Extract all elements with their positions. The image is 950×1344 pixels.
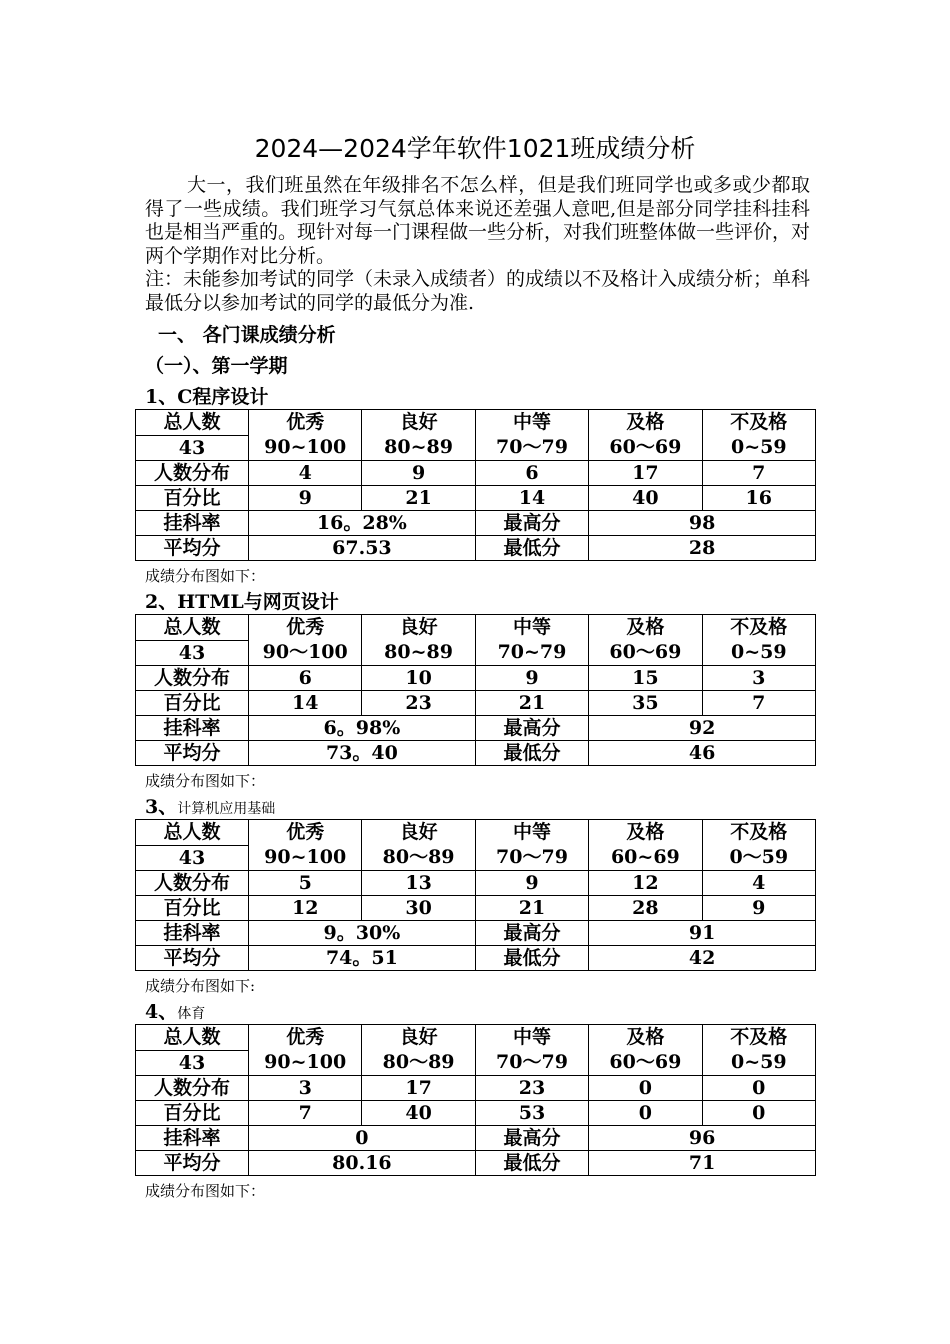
total-value-cell: 43	[136, 1050, 249, 1076]
table-row	[136, 820, 816, 846]
percent-cell: 40	[362, 1101, 475, 1126]
percent-label-cell: 百分比	[136, 691, 249, 716]
table-row	[136, 1025, 816, 1051]
chart-caption: 成绩分布图如下：	[145, 1182, 266, 1200]
distribution-label-cell: 人数分布	[136, 1076, 249, 1101]
total-value-cell: 43	[136, 845, 249, 871]
course-number: 3、	[145, 796, 178, 818]
max-label-cell: 最高分	[475, 921, 588, 946]
table-row	[136, 921, 816, 946]
distribution-cell: 13	[362, 871, 475, 896]
distribution-cell: 7	[702, 461, 815, 486]
table-row	[136, 486, 816, 511]
fail-rate-cell: 6。98%	[249, 716, 476, 741]
distribution-cell: 0	[589, 1076, 702, 1101]
percent-cell: 53	[475, 1101, 588, 1126]
table-row	[136, 691, 816, 716]
percent-cell: 12	[249, 896, 362, 921]
table-row	[136, 741, 816, 766]
grade-header-cell: 中等 70～79	[475, 410, 588, 461]
table-row	[136, 410, 816, 436]
course-name: 体育	[177, 1006, 206, 1022]
avg-cell: 74。51	[249, 946, 476, 971]
grade-header-cell: 及格 60～69	[589, 410, 702, 461]
course-heading	[145, 384, 268, 410]
table-row	[136, 871, 816, 896]
subsection-heading: （一）、第一学期	[145, 355, 288, 377]
fail-rate-label-cell: 挂科率	[136, 1126, 249, 1151]
total-label-cell: 总人数	[136, 410, 249, 436]
table-row	[136, 946, 816, 971]
percent-label-cell: 百分比	[136, 896, 249, 921]
distribution-cell: 10	[362, 666, 475, 691]
distribution-cell: 4	[702, 871, 815, 896]
table-row	[136, 896, 816, 921]
avg-cell: 67.53	[249, 536, 476, 561]
max-cell: 92	[589, 716, 816, 741]
max-cell: 98	[589, 511, 816, 536]
percent-cell: 7	[702, 691, 815, 716]
distribution-cell: 12	[589, 871, 702, 896]
distribution-cell: 5	[249, 871, 362, 896]
avg-label-cell: 平均分	[136, 536, 249, 561]
min-cell: 42	[589, 946, 816, 971]
fail-rate-cell: 16。28%	[249, 511, 476, 536]
percent-cell: 9	[249, 486, 362, 511]
avg-cell: 80.16	[249, 1151, 476, 1176]
avg-label-cell: 平均分	[136, 741, 249, 766]
grade-header-cell: 及格 60~69	[589, 820, 702, 871]
distribution-label-cell: 人数分布	[136, 666, 249, 691]
course-number: 2、	[145, 591, 178, 613]
distribution-cell: 6	[475, 461, 588, 486]
distribution-cell: 4	[249, 461, 362, 486]
section-heading: 一、 各门课成绩分析	[158, 324, 336, 346]
table-row	[136, 666, 816, 691]
percent-cell: 21	[475, 691, 588, 716]
table-row	[136, 1126, 816, 1151]
distribution-label-cell: 人数分布	[136, 461, 249, 486]
percent-cell: 35	[589, 691, 702, 716]
total-label-cell: 总人数	[136, 615, 249, 641]
distribution-cell: 9	[362, 461, 475, 486]
total-label-cell: 总人数	[136, 820, 249, 846]
grade-header-cell: 优秀 90~100	[249, 820, 362, 871]
avg-label-cell: 平均分	[136, 946, 249, 971]
max-label-cell: 最高分	[475, 511, 588, 536]
percent-cell: 7	[249, 1101, 362, 1126]
max-cell: 91	[589, 921, 816, 946]
course-name: 计算机应用基础	[177, 801, 276, 817]
total-value-cell: 43	[136, 435, 249, 461]
grade-header-cell: 良好 80～89	[362, 820, 475, 871]
course-number: 1、	[145, 386, 178, 408]
distribution-cell: 9	[475, 666, 588, 691]
min-label-cell: 最低分	[475, 741, 588, 766]
grade-header-cell: 中等 70~79	[475, 615, 588, 666]
fail-rate-cell: 0	[249, 1126, 476, 1151]
distribution-cell: 3	[249, 1076, 362, 1101]
min-cell: 71	[589, 1151, 816, 1176]
grade-header-cell: 中等 70～79	[475, 1025, 588, 1076]
grade-header-cell: 优秀 90~100	[249, 410, 362, 461]
distribution-cell: 3	[702, 666, 815, 691]
course-name: C程序设计	[177, 386, 269, 408]
grade-header-cell: 及格 60～69	[589, 1025, 702, 1076]
distribution-label-cell: 人数分布	[136, 871, 249, 896]
percent-cell: 21	[475, 896, 588, 921]
table-row	[136, 511, 816, 536]
min-cell: 46	[589, 741, 816, 766]
chart-caption: 成绩分布图如下：	[145, 772, 266, 790]
max-cell: 96	[589, 1126, 816, 1151]
grade-header-cell: 良好 80～89	[362, 1025, 475, 1076]
avg-label-cell: 平均分	[136, 1151, 249, 1176]
percent-cell: 9	[702, 896, 815, 921]
grade-table	[135, 409, 816, 561]
fail-rate-label-cell: 挂科率	[136, 716, 249, 741]
min-label-cell: 最低分	[475, 536, 588, 561]
intro-paragraph: 大一，我们班虽然在年级排名不怎么样，但是我们班同学也或多或少都取得了一些成绩。我们班学习气氛总体来说还差强人意吧,但是部分同学挂科挂科也是相当严重的。现针对每一门课程做一些分析，对我们班整体做一些评价，对两个学期作对比分析。	[145, 174, 811, 267]
course-heading	[145, 589, 339, 615]
course-heading	[145, 794, 275, 822]
distribution-cell: 0	[702, 1076, 815, 1101]
max-label-cell: 最高分	[475, 1126, 588, 1151]
percent-label-cell: 百分比	[136, 486, 249, 511]
table-row	[136, 1151, 816, 1176]
table-row	[136, 716, 816, 741]
grade-header-cell: 优秀 90～100	[249, 615, 362, 666]
percent-cell: 14	[249, 691, 362, 716]
percent-cell: 0	[702, 1101, 815, 1126]
grade-header-cell: 良好 80~89	[362, 410, 475, 461]
percent-cell: 14	[475, 486, 588, 511]
percent-cell: 0	[589, 1101, 702, 1126]
total-value-cell: 43	[136, 640, 249, 666]
distribution-cell: 6	[249, 666, 362, 691]
course-heading	[145, 999, 205, 1027]
percent-label-cell: 百分比	[136, 1101, 249, 1126]
course-number: 4、	[145, 1001, 178, 1023]
distribution-cell: 23	[475, 1076, 588, 1101]
fail-rate-label-cell: 挂科率	[136, 921, 249, 946]
grade-header-cell: 不及格 0～59	[702, 820, 815, 871]
grade-header-cell: 优秀 90~100	[249, 1025, 362, 1076]
chart-caption: 成绩分布图如下:	[145, 977, 256, 995]
distribution-cell: 17	[589, 461, 702, 486]
max-label-cell: 最高分	[475, 716, 588, 741]
intro-text	[145, 174, 810, 315]
grade-header-cell: 中等 70～79	[475, 820, 588, 871]
document-title: 2024—2024学年软件1021班成绩分析	[254, 134, 696, 163]
avg-cell: 73。40	[249, 741, 476, 766]
table-row	[136, 1101, 816, 1126]
grade-header-cell: 不及格 0~59	[702, 410, 815, 461]
table-row	[136, 536, 816, 561]
grade-table	[135, 1024, 816, 1176]
table-row	[136, 615, 816, 641]
distribution-cell: 17	[362, 1076, 475, 1101]
grade-header-cell: 不及格 0~59	[702, 615, 815, 666]
grade-header-cell: 良好 80~89	[362, 615, 475, 666]
percent-cell: 16	[702, 486, 815, 511]
total-label-cell: 总人数	[136, 1025, 249, 1051]
grade-table	[135, 614, 816, 766]
grade-header-cell: 不及格 0~59	[702, 1025, 815, 1076]
distribution-cell: 15	[589, 666, 702, 691]
chart-caption: 成绩分布图如下：	[145, 567, 266, 585]
intro-note: 注：未能参加考试的同学（未录入成绩者）的成绩以不及格计入成绩分析；单科最低分以参加考试的同学的最低分为准.	[145, 268, 811, 314]
fail-rate-label-cell: 挂科率	[136, 511, 249, 536]
table-row	[136, 1076, 816, 1101]
course-name: HTML与网页设计	[177, 591, 339, 613]
percent-cell: 40	[589, 486, 702, 511]
table-row	[136, 461, 816, 486]
percent-cell: 28	[589, 896, 702, 921]
distribution-cell: 9	[475, 871, 588, 896]
percent-cell: 21	[362, 486, 475, 511]
min-cell: 28	[589, 536, 816, 561]
min-label-cell: 最低分	[475, 946, 588, 971]
grade-header-cell: 及格 60～69	[589, 615, 702, 666]
min-label-cell: 最低分	[475, 1151, 588, 1176]
fail-rate-cell: 9。30%	[249, 921, 476, 946]
grade-table	[135, 819, 816, 971]
percent-cell: 30	[362, 896, 475, 921]
percent-cell: 23	[362, 691, 475, 716]
